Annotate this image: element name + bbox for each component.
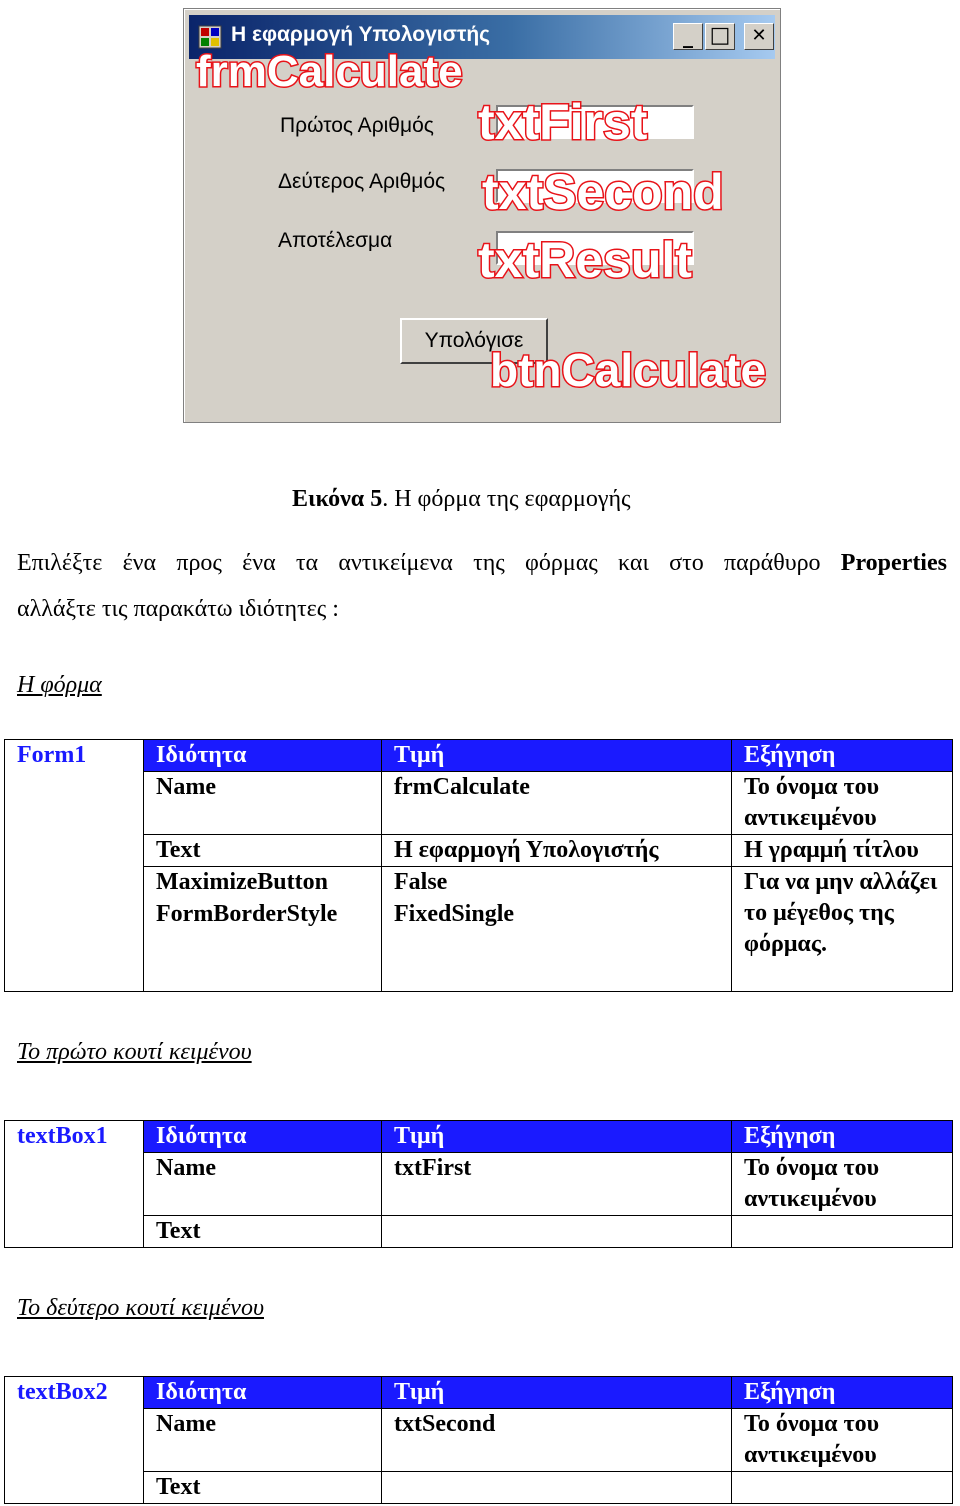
section-textbox1-heading: Το πρώτο κουτί κειμένου: [17, 1039, 252, 1065]
property-cell: Name: [144, 772, 382, 835]
table-row: [5, 835, 953, 867]
property-cell: Text: [144, 1472, 382, 1504]
intro-word: και: [618, 550, 649, 576]
property-cell: MaximizeButton: [144, 867, 382, 899]
header-value: Τιμή: [382, 1121, 732, 1153]
property-cell: FormBorderStyle: [144, 899, 382, 992]
header-explanation: Εξήγηση: [732, 740, 953, 772]
header-property: Ιδιότητα: [144, 740, 382, 772]
table-row: [5, 867, 953, 899]
figure-caption: [292, 486, 631, 513]
explanation-cell: [732, 1216, 953, 1248]
form-name-overlay: frmCalculate: [196, 47, 463, 96]
section-textbox2-heading: Το δεύτερο κουτί κειμένου: [17, 1295, 264, 1321]
intro-word: τα: [295, 550, 319, 576]
intro-properties-word: Properties: [840, 550, 947, 576]
calculate-button[interactable]: Υπολόγισε: [400, 318, 548, 364]
value-cell: txtSecond: [382, 1409, 732, 1472]
table-header-row: [5, 740, 953, 772]
explanation-cell: [732, 1472, 953, 1504]
intro-word: στο: [669, 550, 704, 576]
table-header-row: [5, 1377, 953, 1409]
header-value: Τιμή: [382, 1377, 732, 1409]
txtsecond-overlay: txtSecond: [482, 164, 724, 220]
value-cell: Η εφαρμογή Υπολογιστής: [382, 835, 732, 867]
explanation-cell: Το όνομα του αντικειμένου: [732, 1409, 953, 1472]
maximize-button[interactable]: □: [705, 23, 735, 50]
explanation-cell: Το όνομα του αντικειμένου: [732, 772, 953, 835]
explanation-cell: Για να μην αλλάζει το μέγεθος της φόρμας.: [732, 867, 953, 992]
intro-word: προς: [176, 550, 222, 576]
minimize-button[interactable]: _: [673, 23, 703, 50]
second-number-label: Δεύτερος Αριθμός: [278, 170, 446, 193]
window-title: Η εφαρμογή Υπολογιστής: [231, 23, 491, 46]
form-properties-table: [4, 739, 953, 992]
txtfirst-overlay: txtFirst: [478, 94, 648, 150]
table-row: [5, 772, 953, 835]
table-row: [5, 1153, 953, 1216]
intro-word: Επιλέξτε: [17, 550, 103, 576]
object-name-cell: textBox2: [5, 1377, 144, 1504]
value-cell: False: [382, 867, 732, 899]
property-cell: Name: [144, 1409, 382, 1472]
textbox1-properties-table: [4, 1120, 953, 1248]
explanation-cell: Η γραμμή τίτλου: [732, 835, 953, 867]
header-value: Τιμή: [382, 740, 732, 772]
intro-line-2: αλλάξτε τις παρακάτω ιδιότητες :: [17, 596, 339, 622]
intro-word: φόρμας: [525, 550, 598, 576]
intro-word: της: [473, 550, 505, 576]
table-row: [5, 1472, 953, 1504]
header-property: Ιδιότητα: [144, 1121, 382, 1153]
object-name-cell: textBox1: [5, 1121, 144, 1248]
object-name-cell: Form1: [5, 740, 144, 992]
value-cell: [382, 1472, 732, 1504]
value-cell: txtFirst: [382, 1153, 732, 1216]
explanation-cell: Το όνομα του αντικειμένου: [732, 1153, 953, 1216]
property-cell: Text: [144, 1216, 382, 1248]
first-number-label: Πρώτος Αριθμός: [280, 114, 434, 137]
table-header-row: [5, 1121, 953, 1153]
textbox2-properties-table: [4, 1376, 953, 1504]
property-cell: Text: [144, 835, 382, 867]
intro-word: αντικείμενα: [338, 550, 453, 576]
table-row: [5, 1409, 953, 1472]
intro-word: ένα: [242, 550, 276, 576]
header-explanation: Εξήγηση: [732, 1377, 953, 1409]
app-window-icon: [198, 25, 222, 49]
close-button[interactable]: ✕: [744, 23, 774, 50]
property-cell: Name: [144, 1153, 382, 1216]
section-form-heading: Η φόρμα: [17, 672, 102, 698]
value-cell: frmCalculate: [382, 772, 732, 835]
table-row: [5, 1216, 953, 1248]
intro-line-1: [17, 550, 947, 577]
caption-prefix: Εικόνα 5: [292, 486, 383, 512]
txtresult-overlay: txtResult: [478, 232, 692, 288]
value-cell: FixedSingle: [382, 899, 732, 992]
intro-word: παράθυρο: [723, 550, 821, 576]
header-explanation: Εξήγηση: [732, 1121, 953, 1153]
result-label: Αποτέλεσμα: [278, 229, 393, 252]
btncalculate-overlay: btnCalculate: [490, 344, 767, 396]
header-property: Ιδιότητα: [144, 1377, 382, 1409]
value-cell: [382, 1216, 732, 1248]
intro-word: ένα: [122, 550, 157, 576]
caption-text: . Η φόρμα της εφαρμογής: [382, 486, 631, 512]
form-screenshot: [183, 8, 781, 423]
